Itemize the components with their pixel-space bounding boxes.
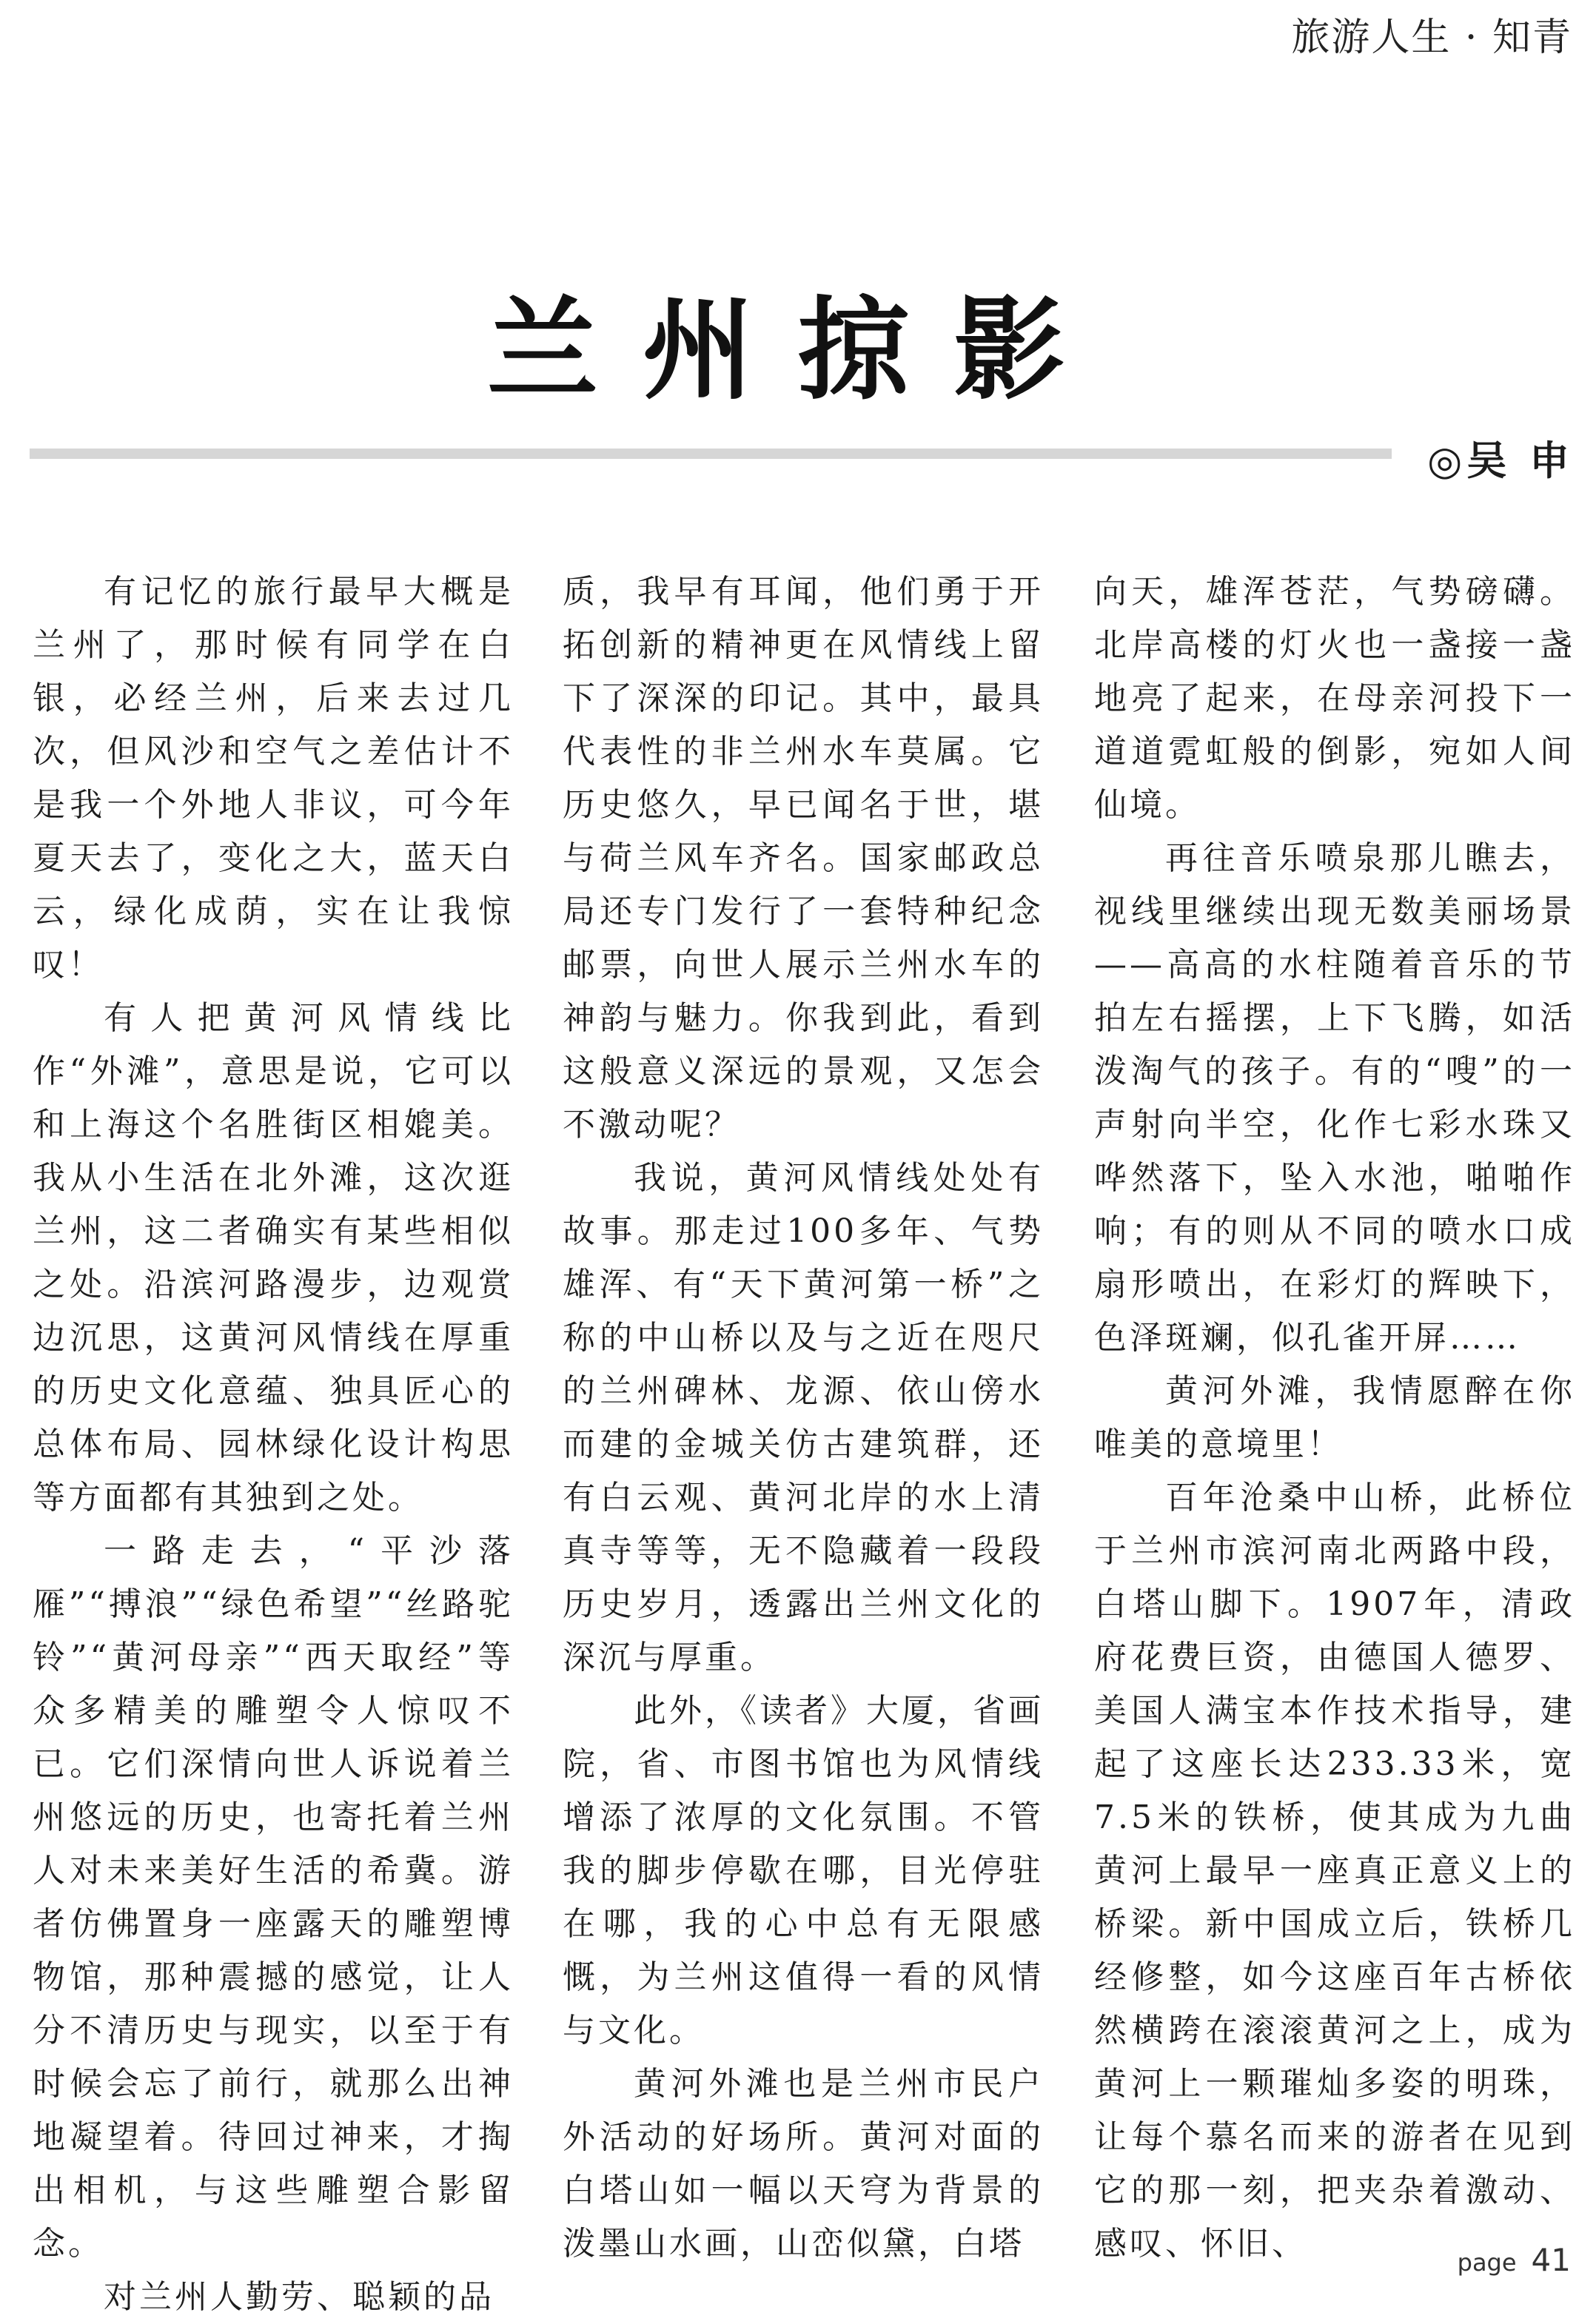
title-divider (30, 449, 1392, 459)
paragraph: 黄河外滩，我情愿醉在你唯美的意境里！ (1094, 1372, 1575, 1463)
paragraph: 一路走去，“平沙落雁”“搏浪”“绿色希望”“丝路驼铃”“黄河母亲”“西天取经”等众多精美的雕塑令人惊叹不已。它们深情向世人诉说着兰州悠远的历史，也寄托着兰州人对未来美好生活的希冀。游者仿佛置身一座露天的雕塑博物馆，那种震撼的感觉，让人分不清历史与现实，以至于有时候会忘了前行，就那么出神地凝望着。待回过神来，才掏出相机，与这些雕塑合影留念。 (33, 1532, 514, 2263)
paragraph: 有记忆的旅行最早大概是兰州了，那时候有同学在白银，必经兰州，后来去过几次，但风沙和空气之差估计不是我一个外地人非议，可今年夏天去了，变化之大，蓝天白云，绿化成荫，实在让我惊叹！ (33, 573, 514, 984)
paragraph-continued: 向天，雄浑苍茫，气势磅礴。北岸高楼的灯火也一盏接一盏地亮了起来，在母亲河投下一道道霓虹般的倒影，宛如人间仙境。 (1094, 573, 1575, 824)
article-title: 兰州掠影 (486, 286, 1109, 415)
paragraph: 黄河外滩也是兰州市民户外活动的好场所。黄河对面的白塔山如一幅以天穹为背景的泼墨山水画，山峦似黛，白塔 (563, 2065, 1044, 2263)
paragraph: 再往音乐喷泉那儿瞧去，视线里继续出现无数美丽场景——高高的水柱随着音乐的节拍左右摇摆，上下飞腾，如活泼淘气的孩子。有的“嗖”的一声射向半空，化作七彩水珠又哗然落下，坠入水池，啪啪作响；有的则从不同的喷水口成扇形喷出，在彩灯的辉映下，色泽斑斓，似孔雀开屏…… (1094, 839, 1575, 1357)
page-label: page (1457, 2249, 1517, 2277)
text-column-2 (563, 565, 1044, 2271)
paragraph: 此外，《读者》大厦，省画院，省、市图书馆也为风情线增添了浓厚的文化氛围。不管我的脚步停歇在哪，目光停驻在哪，我的心中总有无限感慨，为兰州这值得一看的风情与文化。 (563, 1692, 1044, 2049)
page-number-value: 41 (1531, 2242, 1571, 2278)
paragraph: 有人把黄河风情线比作“外滩”，意思是说，它可以和上海这个名胜街区相媲美。我从小生活在北外滩，这次逛兰州，这二者确实有某些相似之处。沿滨河路漫步，边观赏边沉思，这黄河风情线在厚重的历史文化意蕴、独具匠心的总体布局、园林绿化设计构思等方面都有其独到之处。 (33, 999, 514, 1517)
paragraph: 我说，黄河风情线处处有故事。那走过100多年、气势雄浑、有“天下黄河第一桥”之称的中山桥以及与之近在咫尺的兰州碑林、龙源、依山傍水而建的金城关仿古建筑群，还有白云观、黄河北岸的水上清真寺等等，无不隐藏着一段段历史岁月，透露出兰州文化的深沉与厚重。 (563, 1159, 1044, 1676)
paragraph-continued: 质，我早有耳闻，他们勇于开拓创新的精神更在风情线上留下了深深的印记。其中，最具代表性的非兰州水车莫属。它历史悠久，早已闻名于世，堪与荷兰风车齐名。国家邮政总局还专门发行了一套特种纪念邮票，向世人展示兰州水车的神韵与魅力。你我到此，看到这般意义深远的景观，又怎会不激动呢？ (563, 573, 1044, 1143)
paragraph: 百年沧桑中山桥，此桥位于兰州市滨河南北两路中段，白塔山脚下。1907年，清政府花费巨资，由德国人德罗、美国人满宝本作技术指导，建起了这座长达233.33米，宽7.5米的铁桥，使其成为九曲黄河上最早一座真正意义上的桥梁。新中国成立后，铁桥几经修整，如今这座百年古桥依然横跨在滚滚黄河之上，成为黄河上一颗璀灿多姿的明珠，让每个慕名而来的游者在见到它的那一刻，把夹杂着激动、感叹、怀旧、 (1094, 1479, 1575, 2263)
text-column-1 (33, 565, 514, 2324)
text-column-3 (1094, 565, 1575, 2271)
paragraph: 对兰州人勤劳、聪颖的品 (104, 2278, 494, 2316)
page-number (1458, 2242, 1571, 2278)
section-header: 旅游人生 · 知青 (1291, 16, 1572, 60)
author-byline: ◎吴 申 (1427, 437, 1574, 484)
